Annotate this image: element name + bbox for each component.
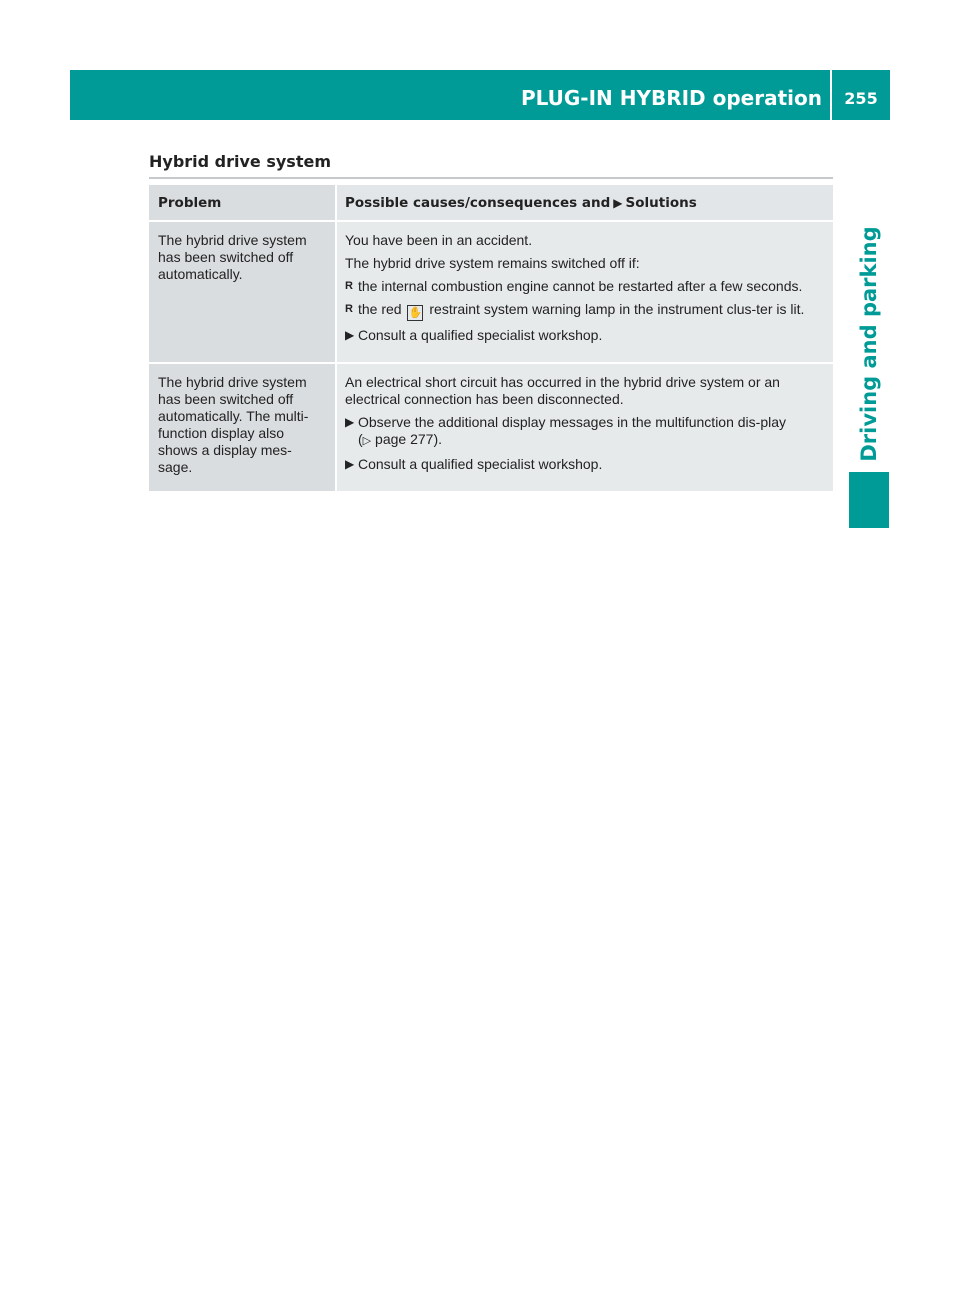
header-bar [70, 70, 890, 120]
step-text: Consult a qualified specialist workshop. [358, 456, 603, 472]
header-solutions [335, 185, 833, 220]
solution-cell [335, 222, 833, 362]
side-tab-marker [849, 472, 889, 528]
header-solutions-pre: Possible causes/consequences and [345, 195, 611, 211]
action-arrow-icon: ▶ [345, 457, 355, 471]
table-row [149, 362, 833, 491]
action-step: ▶ Observe the additional display messages in the multifunction dis-play (▷ page 277). [345, 414, 787, 447]
header-solutions-post: Solutions [625, 195, 697, 211]
chapter-title: PLUG-IN HYBRID operation [520, 86, 822, 110]
cause-text: An electrical short circuit has occurred in the hybrid drive system or an electrical connection has been disconnected. [345, 374, 780, 407]
bullet-r-icon: R [345, 280, 353, 292]
list-item [345, 301, 829, 321]
problem-cell: The hybrid drive system has been switched off automatically. [149, 222, 335, 362]
page-reference-triangle-icon: ▷ [362, 435, 372, 447]
list-item [345, 278, 829, 295]
page-reference-link[interactable]: page 277 [375, 431, 434, 447]
bullet-r-icon: R [345, 303, 353, 315]
solution-cell [335, 364, 833, 491]
cause-text: The hybrid drive system remains switched off if: [345, 255, 640, 271]
problem-cell: The hybrid drive system has been switched off automatically. The multi-function display also shows a display mes-sage. [149, 364, 335, 491]
bullet-text-post: restraint system warning lamp in the instrument clus-ter is lit. [429, 301, 805, 317]
section-divider [149, 177, 833, 179]
cause-text: You have been in an accident. [345, 232, 533, 248]
action-arrow-icon: ▶ [613, 196, 623, 210]
step-text: Observe the additional display messages in the multifunction dis-play [358, 414, 787, 430]
bullet-text-pre: the red [358, 301, 402, 317]
section-title: Hybrid drive system [149, 152, 331, 171]
problem-solution-table [149, 185, 833, 491]
step-text: Consult a qualified specialist workshop. [358, 327, 603, 343]
table-row [149, 220, 833, 362]
table-header-row [149, 185, 833, 220]
bullet-text: the internal combustion engine cannot be restarted after a few seconds. [358, 278, 803, 294]
side-tab-label: Driving and parking [857, 226, 881, 462]
action-arrow-icon: ▶ [345, 328, 355, 342]
page-number: 255 [844, 89, 878, 108]
action-step [345, 327, 829, 344]
header-problem: Problem [149, 185, 335, 220]
action-arrow-icon: ▶ [345, 415, 355, 429]
restraint-system-warning-lamp-icon: ✋ [408, 307, 423, 319]
action-step [345, 456, 829, 473]
